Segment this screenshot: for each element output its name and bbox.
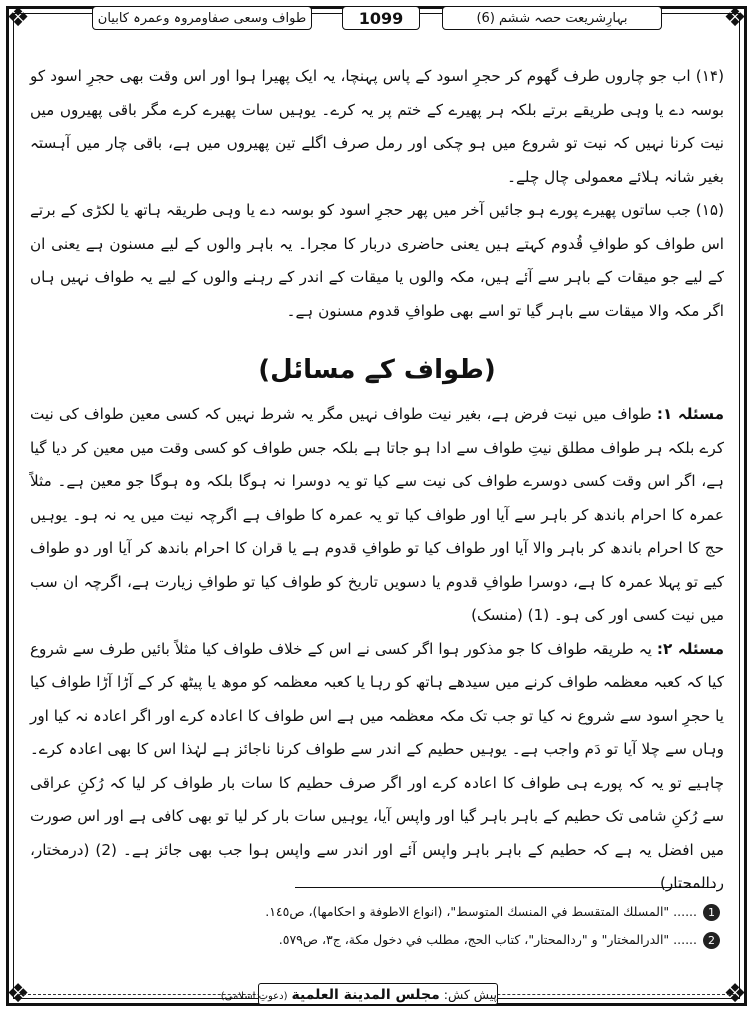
section-heading: (طواف کے مسائل) (258, 355, 496, 385)
corner-ornament-icon: ❖ (6, 979, 30, 1009)
masala-1-label: مسئلہ ۱: (656, 405, 724, 423)
publisher-prefix: پیش کش: (443, 987, 497, 1002)
footnote-text: ...... "الدرالمختار" و "ردالمحتار"، كتاب الحج، مطلب في دخول مكة، ج٣، ص٥٧٩. (278, 932, 697, 947)
page-number: 1099 (342, 6, 420, 30)
masala-1-text: طواف میں نیت فرض ہے، بغیر نیت طواف نہیں مگر یہ شرط نہیں کہ کسی معین طواف کی نیت کرے بلکہ ہر طواف مطلق نیتِ طواف سے ادا ہو جاتا ہے بلکہ جس طواف کو کسی وقت میں معین کر دیا گیا ہے، اگر اس وقت کسی دوسرے طواف کی نیت سے کیا تو یہ دوسرا نہ ہوگا بلکہ وہ ہوگا جو معین ہے۔ مثلاً عمرہ کا احرام باندھ کر باہر سے آیا اور طواف کیا تو یہ عمرہ کا طواف ہے اگرچہ نیت میں یہ نہ ہو۔ یوہیں حج کا احرام باندھ کر باہر والا آیا اور طواف کیا تو طوافِ قدوم ہے یا قران کا احرام باندھ کر آیا اور دو طواف کیے تو پہلا عمرہ کا ہے، دوسرا طوافِ قدوم یا دسویں تاریخ کو طواف کیا تو طوافِ زیارت ہے، اگرچہ ان سب میں نیت کسی اور کی ہو۔ (30, 405, 724, 624)
masala-1-reference: (1) (منسک) (471, 606, 550, 624)
page-footer (0, 981, 753, 1011)
footnote-1 (30, 898, 720, 926)
page-header (92, 6, 662, 32)
masala-2 (30, 633, 724, 901)
publisher-box (220, 983, 498, 1005)
masala-2-text: یہ طریقہ طواف کا جو مذکور ہوا اگر کسی نے اس کے خلاف طواف کیا مثلاً بائیں طرف سے شروع کیا کہ کعبہ معظمہ طواف کرنے میں سیدھے ہاتھ کو رہا یا کعبہ معظمہ کو موھ یا پیٹھ کر کے آڑا آڑا طواف کیا یا حجرِ اسود سے شروع نہ کیا تو جب تک مکہ معظمہ میں ہے اس طواف کا اعادہ کرے اور اگر اعادہ نہ کیا اور وہاں سے چلا آیا تو دَم واجب ہے۔ یوہیں حطیم کے اندر سے طواف کرنا ناجائز ہے لہٰذا اس کا بھی اعادہ کرے۔ چاہیے تو یہ کہ پورے ہی طواف کا اعادہ کرے اور اگر صرف حطیم کا سات بار طواف کر لیا کہ رُکنِ عراقی سے رُکنِ شامی تک حطیم کے باہر باہر گیا اور واپس آیا، یوہیں سات بار کر لیا تو بھی کافی ہے اور اس صورت میں افضل یہ ہے کہ حطیم کے باہر باہر واپس آئے اور اندر سے واپس ہوا جب بھی جائز ہے۔ (30, 639, 725, 859)
paragraph-14: (۱۴) اب جو چاروں طرف گھوم کر حجرِ اسود کے پاس پہنچا، یہ ایک پھیرا ہوا اور اس وقت بھی حجرِ اسود کو بوسہ دے یا وہی طریقے برتے بلکہ ہر پھیرے کے ختم پر یہ کرے۔ یوہیں سات پھیرے کرے مگر باقی پھیروں میں نیت کرنا نہیں کہ نیت تو شروع میں ہو چکی اور رمل صرف اگلے تین پھیروں میں ہے، باقی چار میں آہستہ بغیر شانہ ہلائے معمولی چال چلے۔ (30, 67, 724, 186)
masala-2-reference: (2) (درمختار، ردالمحتار) (30, 840, 724, 892)
footnote-text: ...... "المسلك المتقسط في المنسك المتوسط"، (انواع الاطوفة و احكامها)، ص١٤٥. (265, 904, 697, 919)
publisher-subtitle: (دعوتِ اسلامی) (220, 991, 288, 1002)
footnote-2 (30, 926, 720, 954)
footnote-number: 1 (703, 904, 720, 921)
corner-ornament-icon: ❖ (723, 3, 747, 33)
publisher-name: مجلس المدينة العلمية (291, 987, 440, 1003)
footnotes (30, 898, 720, 954)
footnote-divider (295, 887, 715, 888)
footnote-number: 2 (703, 932, 720, 949)
paragraph-15: (۱۵) جب ساتوں پھیرے پورے ہو جائیں آخر میں پھر حجرِ اسود کو بوسہ دے یا وہی طریقہ ہاتھ یا لکڑی کے برتے اس طواف کو طوافِ قُدوم کہتے ہیں یعنی حاضری دربار کا مجرا۔ یہ باہر والوں کے لیے مسنون ہے یعنی ان کے لیے جو میقات کے باہر سے آئے ہیں، مکہ والوں یا میقات کے اندر کے رہنے والوں کے لیے یہ طواف نہیں ہاں اگر مکہ والا میقات سے باہر گیا تو اسے بھی طوافِ قدوم مسنون ہے۔ (30, 201, 724, 320)
corner-ornament-icon: ❖ (6, 3, 30, 33)
masala-1 (30, 398, 724, 633)
chapter-title: طواف وسعی صفاومروہ وعمرہ کابیان (92, 6, 312, 30)
book-title: بہارِشریعت حصہ ششم (6) (442, 6, 662, 30)
corner-ornament-icon: ❖ (723, 979, 747, 1009)
page-body (30, 60, 724, 901)
masala-2-label: مسئلہ ۲: (656, 639, 724, 658)
